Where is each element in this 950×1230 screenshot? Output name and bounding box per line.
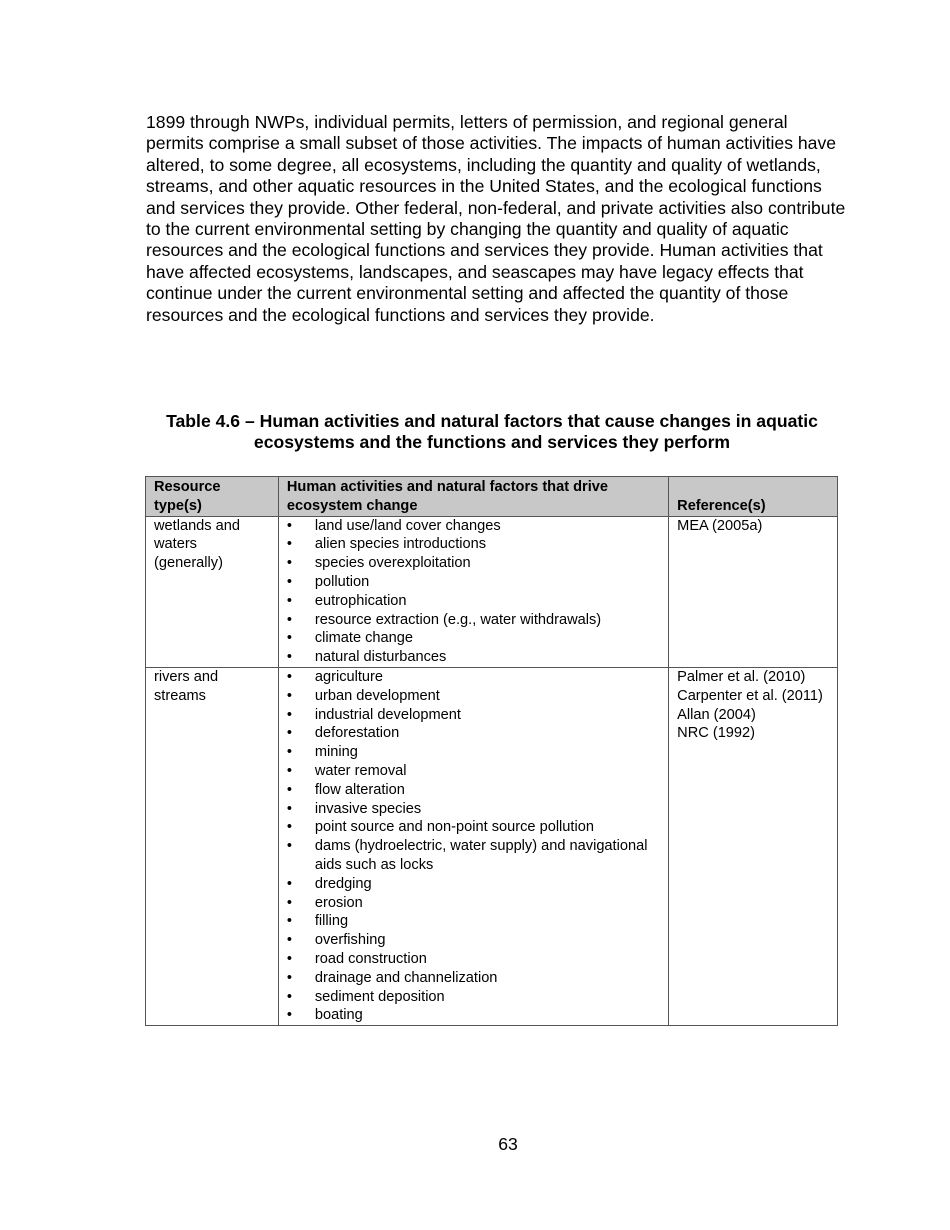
header-references: Reference(s): [669, 477, 838, 517]
list-item: • drainage and channelization: [287, 969, 660, 988]
activities-list: [287, 668, 660, 1025]
list-item: • dams (hydroelectric, water supply) and navigational aids such as locks: [287, 837, 660, 875]
activities-cell: [278, 516, 668, 667]
reference-entry: NRC (1992): [677, 725, 756, 742]
list-item: • sediment deposition: [287, 988, 660, 1007]
list-item: • invasive species: [287, 800, 660, 819]
list-item: • pollution: [287, 573, 660, 592]
header-resource-type: Resource type(s): [146, 477, 279, 517]
list-item: • deforestation: [287, 724, 660, 743]
page-number: 63: [498, 1134, 518, 1154]
list-item: • agriculture: [287, 668, 660, 687]
reference-entry: Palmer et al. (2010): [677, 668, 806, 685]
resource-cell: wetlands and waters (generally): [146, 516, 279, 667]
list-item: • industrial development: [287, 706, 660, 725]
list-item: • water removal: [287, 762, 660, 781]
activities-cell: [278, 667, 668, 1025]
list-item: • point source and non-point source pollution: [287, 818, 660, 837]
list-item: • land use/land cover changes: [287, 517, 660, 536]
references-cell: [669, 667, 838, 1025]
reference-entry: Allan (2004): [677, 706, 756, 723]
table-row: [146, 667, 838, 1025]
header-activities: Human activities and natural factors that drive ecosystem change: [278, 477, 668, 517]
table-header-row: [146, 477, 838, 517]
activities-list: [287, 517, 660, 667]
table-caption: Table 4.6 – Human activities and natural factors that cause changes in aquatic ecosystems and the functions and services they perform: [166, 411, 818, 452]
list-item: • boating: [287, 1006, 660, 1025]
list-item: • eutrophication: [287, 592, 660, 611]
list-item: • urban development: [287, 687, 660, 706]
references-cell: [669, 516, 838, 667]
list-item: • erosion: [287, 894, 660, 913]
list-item: • overfishing: [287, 931, 660, 950]
resource-cell: rivers and streams: [146, 667, 279, 1025]
list-item: • filling: [287, 912, 660, 931]
list-item: • mining: [287, 743, 660, 762]
list-item: • alien species introductions: [287, 535, 660, 554]
list-item: • natural disturbances: [287, 648, 660, 667]
list-item: • dredging: [287, 875, 660, 894]
reference-entry: MEA (2005a): [677, 517, 763, 534]
list-item: • species overexploitation: [287, 554, 660, 573]
list-item: • road construction: [287, 950, 660, 969]
impacts-table: [145, 476, 838, 1026]
list-item: • resource extraction (e.g., water withdrawals): [287, 611, 660, 630]
list-item: • flow alteration: [287, 781, 660, 800]
table-row: [146, 516, 838, 667]
body-paragraph: 1899 through NWPs, individual permits, letters of permission, and regional general permits comprise a small subset of those activities. The impacts of human activities have altered, to some degree, all ecosystems, including the quantity and quality of wetlands, streams, and other aquatic resources in the United States, and the ecological functions and services they provide. Other federal, non-federal, and private activities also contribute to the current environmental setting by changing the quantity and quality of aquatic resources and the ecological functions and services they provide. Human activities that have affected ecosystems, landscapes, and seascapes may have legacy effects that continue under the current environmental setting and affected the quantity of those resources and the ecological functions and services they provide.: [146, 112, 846, 325]
reference-entry: Carpenter et al. (2011): [677, 687, 823, 704]
list-item: • climate change: [287, 629, 660, 648]
